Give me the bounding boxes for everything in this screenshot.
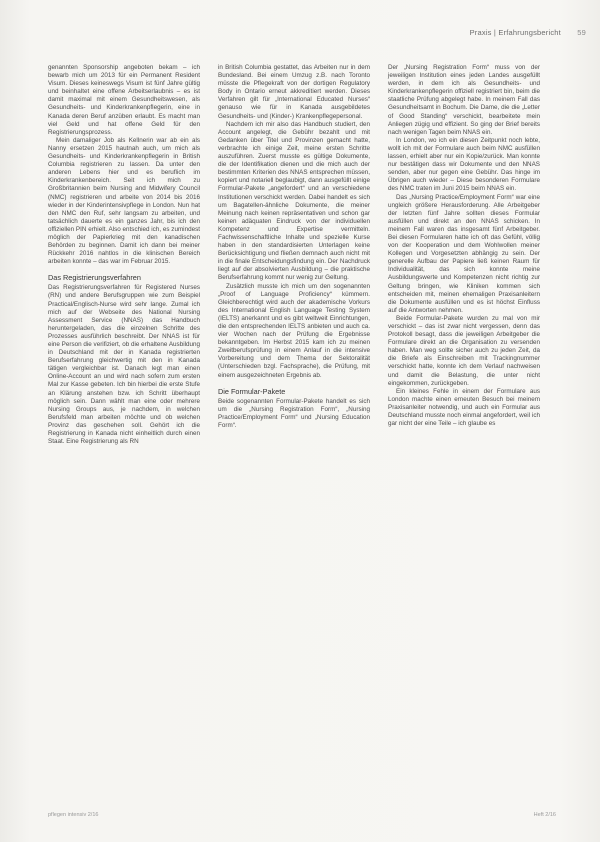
paragraph: in British Columbia gestattet, das Arbeiten nur in dem Bundesland. Bei einem Umzug z.B. nach Toronto müsste die Pflegekraft von der dortigen Regulatory Body in Ontario erneut akkreditiert werden. Dieses Verfahren gilt für „International Educated Nurses“ genauso wie für in Kanada ausgebildetes Gesundheits- und (Kinder-) Krankenpflegepersonal. <box>218 64 370 120</box>
section-heading: Die Formular-Pakete <box>218 386 286 396</box>
text-column-1 <box>48 64 200 446</box>
paragraph: Beide sogenannten Formular-Pakete handelt es sich um die „Nursing Registration Form“, „Nursing Practice/Employment Form“ und „Nursing Education Form“. <box>218 397 370 429</box>
footer-journal: pflegen intensiv 2/16 <box>48 812 99 818</box>
text-column-2 <box>218 64 370 430</box>
text-column-3 <box>388 64 540 428</box>
paragraph: Nachdem ich mir also das Handbuch studiert, den Account angelegt, die Gebühr bezahlt und mit Gedanken über Titel und Provinzen gemacht hatte, verbrachte ich einige Zeit, meine ersten Schritte auszuführen. Zuerst musste es gültige Dokumente, die der Identifikation dienen und die mich auch der bestimmten Kriterien des NNAS entsprechen müssen, kopiert und notariell beglaubigt, dann ausgefüllt einige Formular-Pakete „angefordert“ und an verschiedene Institutionen verschickt werden. Dabei handelt es sich um Bagatellen-ähnliche Dokumente, die meiner Meinung nach keinen repräsentativen und schon gar keinen adäquaten Eindruck von der individuellen Kompetenz und Expertise vermitteln. Fachwissenschaftliche Inhalte und spezielle Kurse haben in den standardisierten Unterlagen keine Berücksichtigung und fließen demnach auch nicht mit in die finale Entscheidungsfindung ein. Der Nachdruck liegt auf der absolvierten Ausbildung – die praktische Berufserfahrung kommt nur wenig zur Geltung. <box>218 120 370 282</box>
paragraph: Beide Formular-Pakete wurden zu mal von mir verschickt – das ist zwar nicht vergessen, denn das Protokoll besagt, dass die jeweiligen Arbeitgeber die Formulare direkt an die Organisation zu versenden haben. Man weg sollte sicher auch zu jeden Zeit, da die Briefe als Einschreiben mit Trackingnummer verschickt hatte, konnte ich dem Verlauf nachweisen und damit die Belastung, die unter nicht eingekommen, zurückgeben. <box>388 314 540 387</box>
paragraph: Das Registrierungsverfahren für Registered Nurses (RN) und andere Berufsgruppen wie zum Beispiel Practical/Englisch-Nurse wird sehr lange. Zumal ich mich auf der Webseite des National Nursing Assessment Service (NNAS) das Handbuch heruntergeladen, das die einzelnen Schritte des Prozesses ausführlich beschreibt. Der NNAS ist für eine Person die verifiziert, ob die erhaltene Ausbildung in Deutschland mit der in Kanada registrierten Berufserfahrung gleichwertig mit den in Kanada tätigen vergleichbar ist. Danach legt man einen Online-Account an und wird nach sofern zum ersten Mal zur Kasse gebeten. Ich bin hierbei die erste Stufe an Klärung anstehen bzw. ich Schritt überhaupt möglich sein. Dann wählt man eine oder mehrere Nursing Groups aus, je nachdem, in welchen Berufsfeld man arbeiten möchte und ob welchen Provinz das geschehen soll. Gehört ich die Registrierung in Kanada nicht einheitlich durch einen Staat. Eine Registrierung als RN <box>48 284 200 446</box>
section-heading: Das Registrierungsverfahren <box>48 273 141 283</box>
paragraph: Ein kleines Fehle in einem der Formulare aus London machte einen erneuten Besuch bei meinem Praxisanleiter notwendig, und auch ein Formular aus Deutschland musste noch einmal angefordert, weil ich gar nicht der eine Teile – ich glaube es <box>388 387 540 428</box>
paragraph: Mein damaliger Job als Kellnerin war ab ein als Nanny ersetzen 2015 hautnah auch, um mich als Gesundheits- und Kinderkrankenpflegerin in British Columbia registrieren zu lassen. Da unter den anderen Lebens hier und es beruflich im Kinderkrankenbereich. Seit ich mich zu Großbritannien beim Nursing and Midwifery Council (NMC) registrieren und arbeite von 2014 bis 2016 wieder in der Kinderintensivpflege in London. Nun hat den NMC den Ruf, sehr langsam zu arbeiten, und tatsächlich dauerte es ein ganzes Jahr, bis ich den offiziellen PIN erhielt. Also entschied ich, es zumindest möglich der Papierkrieg mit den kanadischen Behörden zu beginnen. Damit ich dann bei meiner Rückkehr 2016 nahtlos in die klinischen Bereich arbeiten konnte – das war im Februar 2015. <box>48 136 200 266</box>
section-title: Praxis | Erfahrungsbericht <box>469 28 561 37</box>
page-header <box>470 28 586 37</box>
paragraph: Zusätzlich musste ich mich um den sogenannten „Proof of Language Proficiency“ kümmern. Gleichberechtigt wird auch der akademische Vorkurs des International English Language Testing System (IELTS) anerkannt und es gibt weltweit Einrichtungen, die den entsprechenden IELTS anbieten und auch ca. vier Wochen nach der Prüfung die Ergebnisse bekanntgeben. Im Herbst 2015 kam ich zu meinen Zweitberufsprüfung in einem Anlauf in die intensive Vorbereitung und dem Thema der Sektoralität (Unterschieden bzgl. Fachsprache), die Prüfung, mit einem ausgezeichneten Ergebnis ab. <box>218 282 370 379</box>
paragraph: Das „Nursing Practice/Employment Form“ war eine ungleich größere Herausforderung. Alle Arbeitgeber der letzten fünf Jahre sollten dieses Formular ausfüllen und direkt an den NNAS schicken. In meinem Fall waren das insgesamt fünf Arbeitgeber. Bei diesen Formularen hatte ich oft das Gefühl, völlig von der Kooperation und dem Wohlwollen meiner Kollegen und Vorgesetzten abhängig zu sein. Der generelle Aufbau der Papiere ließ keinen Raum für Individualität, das sich konnte meine Ausbildungswerte und Kompetenzen nicht richtig zur Geltung bringen, wie Kliniken kommen sich entscheiden mit, meinen ehemaligen Praxisanleitern die Dokumente ausfüllen und es ist höchst Einfluss auf die Antworten nehmen. <box>388 193 540 314</box>
paragraph: In London, wo ich ein diesen Zeitpunkt noch lebte, wollt ich mit der Formulare auch beim NMC ausfüllen lassen, erhielt aber nur ein Kopie/zurück. Man konnte nur bestätigen dass wir Dokumente und den NNAS senden, aber nur gegen eine Gebühr. Das hinge im Übrigen auch wieder – Diese besonderen Formulare des NMC traten im Juni 2015 beim NNAS ein. <box>388 136 540 193</box>
paragraph: Der „Nursing Registration Form“ muss von der jeweiligen Institution eines jeden Landes ausgefüllt werden, in dem ich als Gesundheits- und Kinderkrankenpflegerin offiziell registriert bin, beim die staatliche Prüfung abgelegt habe. In meinem Fall das Gesundheitsamt in Bochum. Die Dame, die die „Letter of Good Standing“ verschickt, bearbeitete mein Anliegen zügig und effizient. So ging der Brief bereits nach wenigen Tagen beim NNAS ein. <box>388 64 540 136</box>
page-number: 59 <box>577 28 586 37</box>
paragraph: genannten Sponsorship angeboten bekam – ich bewarb mich um 2013 für ein Permanent Resident Visum. Dieses keineswegs Visum ist fünf Jahre gültig und beinhaltet eine offene Arbeitserlaubnis – es ist damit maximal mit einem Gesundheitswesen, als Gesundheits- und Kinderkrankenpflegerin, eine in Kanada deren Beruf anzüben erlaubt. Es macht man viel Geld und hat offene Geld für den Registrierungsprozess. <box>48 64 200 136</box>
footer-issue: Heft 2/16 <box>533 812 556 818</box>
